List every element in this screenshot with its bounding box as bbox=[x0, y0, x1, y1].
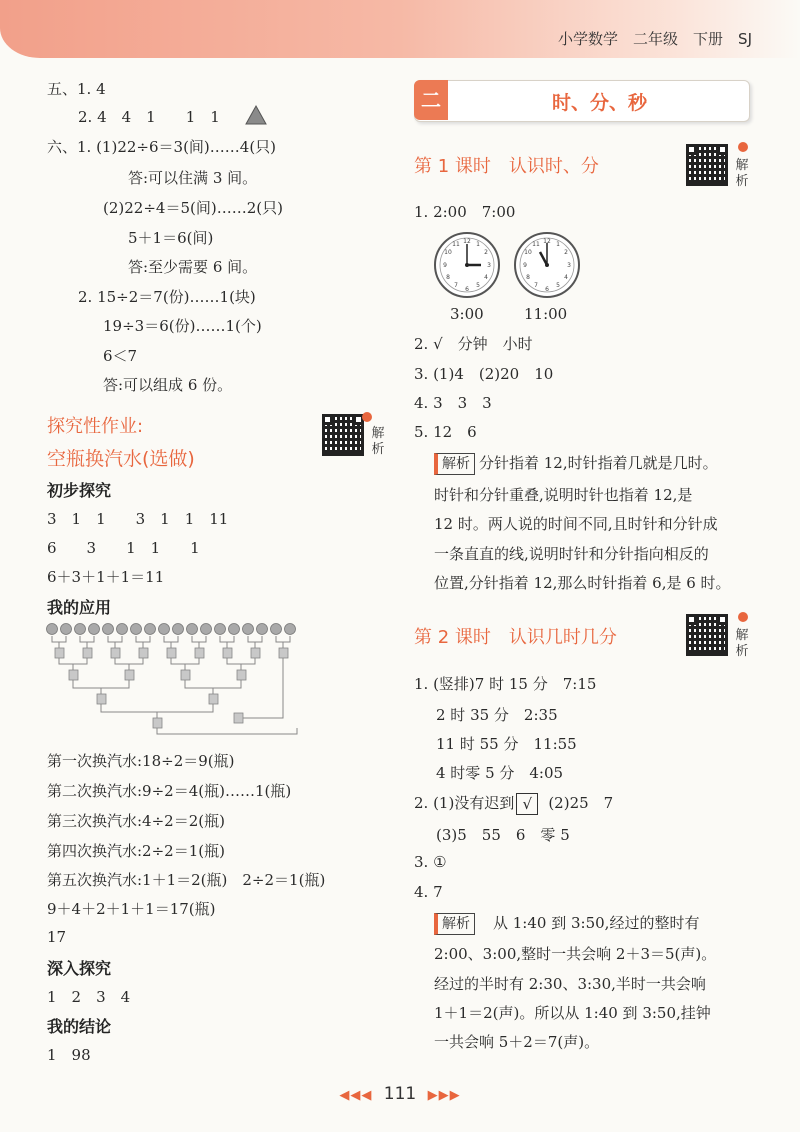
svg-text:5: 5 bbox=[476, 282, 480, 289]
svg-text:9: 9 bbox=[523, 262, 527, 269]
explore-subtitle: 空瓶换汽水(选做) bbox=[47, 448, 195, 470]
section-title: 我的结论 bbox=[47, 1017, 112, 1036]
svg-text:8: 8 bbox=[526, 274, 530, 281]
analysis-tag: 解析 bbox=[434, 913, 475, 935]
svg-text:3: 3 bbox=[567, 262, 571, 269]
answer-line: 11 时 55 分 11:55 bbox=[436, 735, 577, 753]
answer-line: 4. 7 bbox=[414, 883, 443, 901]
answer-line: 答:可以住满 3 间。 bbox=[128, 169, 258, 187]
triangle-icon bbox=[244, 104, 268, 126]
next-arrows-icon: ▶▶▶ bbox=[427, 1088, 461, 1103]
analysis-line: 解析 分针指着 12,时针指着几就是几时。 bbox=[434, 452, 718, 475]
svg-text:6: 6 bbox=[465, 286, 469, 293]
lesson-title: 第 2 课时 认识几时几分 bbox=[414, 627, 617, 648]
answer-line: 9＋4＋2＋1＋1＝17(瓶) bbox=[47, 900, 216, 918]
analysis-tag: 解析 bbox=[434, 453, 475, 475]
answer-line: 4 时零 5 分 4:05 bbox=[436, 764, 564, 782]
analysis-line: 1＋1＝2(声)。所以从 1:40 到 3:50,挂钟 bbox=[434, 1004, 711, 1022]
answer-line: 6＋3＋1＋1＝11 bbox=[47, 568, 165, 586]
answer-line: 第四次换汽水:2÷2＝1(瓶) bbox=[47, 842, 225, 860]
analysis-line: 位置,分针指着 12,那么时针指着 6,是 6 时。 bbox=[434, 574, 731, 592]
play-icon bbox=[362, 412, 372, 422]
qr-label: 解析 bbox=[735, 628, 749, 659]
answer-line: 第三次换汽水:4÷2＝2(瓶) bbox=[47, 812, 225, 830]
svg-text:4: 4 bbox=[564, 274, 568, 281]
page-number: ◀◀◀ 111 ▶▶▶ bbox=[339, 1084, 461, 1104]
qr-code-icon[interactable] bbox=[322, 414, 364, 456]
clock-label: 11:00 bbox=[524, 305, 568, 323]
answer-line: 19÷3＝6(份)……1(个) bbox=[103, 317, 262, 335]
answer-line: 答:至少需要 6 间。 bbox=[128, 258, 258, 276]
answer-line: 3. ① bbox=[414, 853, 447, 871]
answer-line: 六、1. (1)22÷6＝3(间)……4(只) bbox=[47, 138, 277, 156]
answer-line: 4. 3 3 3 bbox=[414, 394, 492, 412]
answer-line: 2. (1)没有迟到 √ (2)25 7 bbox=[414, 794, 614, 813]
answer-line: 第二次换汽水:9÷2＝4(瓶)……1(瓶) bbox=[47, 782, 292, 800]
svg-text:6: 6 bbox=[545, 286, 549, 293]
check-box: √ bbox=[516, 793, 538, 815]
svg-text:7: 7 bbox=[454, 282, 458, 289]
analysis-line: 经过的半时有 2:30、3:30,半时一共会响 bbox=[434, 975, 706, 993]
svg-text:11: 11 bbox=[532, 241, 540, 248]
answer-line: (2)22÷4＝5(间)……2(只) bbox=[103, 199, 283, 217]
answer-line: (3)5 55 6 零 5 bbox=[436, 826, 570, 844]
svg-text:10: 10 bbox=[524, 249, 532, 256]
svg-text:11: 11 bbox=[452, 241, 460, 248]
answer-line: 第五次换汽水:1＋1＝2(瓶) 2÷2＝1(瓶) bbox=[47, 871, 326, 889]
svg-text:12: 12 bbox=[463, 238, 471, 245]
bottle-exchange-diagram bbox=[44, 620, 304, 735]
clock-pair bbox=[432, 230, 582, 300]
analysis-line: 一共会响 5＋2＝7(声)。 bbox=[434, 1033, 600, 1051]
analysis-line: 12 时。两人说的时间不同,且时针和分针成 bbox=[434, 515, 718, 533]
play-icon bbox=[738, 142, 748, 152]
answer-line: 五、1. 4 bbox=[47, 80, 106, 98]
answer-line: 1 2 3 4 bbox=[47, 988, 131, 1006]
svg-text:1: 1 bbox=[556, 241, 560, 248]
svg-text:7: 7 bbox=[534, 282, 538, 289]
answer-line: 17 bbox=[47, 928, 67, 946]
qr-label: 解析 bbox=[735, 158, 749, 189]
svg-text:10: 10 bbox=[444, 249, 452, 256]
explore-title: 探究性作业: bbox=[47, 416, 144, 437]
svg-text:2: 2 bbox=[484, 249, 488, 256]
answer-line: 2. 15÷2＝7(份)……1(块) bbox=[78, 288, 256, 306]
svg-text:3: 3 bbox=[487, 262, 491, 269]
svg-text:2: 2 bbox=[564, 249, 568, 256]
answer-line: 2 时 35 分 2:35 bbox=[436, 706, 558, 724]
clock-icon bbox=[515, 233, 579, 297]
answer-line: 6＜7 bbox=[103, 347, 138, 365]
play-icon bbox=[738, 612, 748, 622]
answer-line: 3 1 1 3 1 1 11 bbox=[47, 510, 229, 528]
answer-line: 2. √ 分钟 小时 bbox=[414, 335, 533, 353]
header-text: 小学数学 二年级 下册 SJ bbox=[558, 30, 752, 48]
analysis-line: 一条直直的线,说明时针和分针指向相反的 bbox=[434, 545, 709, 563]
analysis-line: 解析 从 1:40 到 3:50,经过的整时有 bbox=[434, 912, 699, 935]
answer-line: 第一次换汽水:18÷2＝9(瓶) bbox=[47, 752, 235, 770]
answer-line: 答:可以组成 6 份。 bbox=[103, 376, 233, 394]
lesson-title: 第 1 课时 认识时、分 bbox=[414, 156, 599, 177]
answer-line: 2. 4 4 1 1 1 bbox=[78, 108, 220, 126]
svg-text:12: 12 bbox=[543, 238, 551, 245]
qr-code-icon[interactable] bbox=[686, 614, 728, 656]
analysis-line: 2:00、3:00,整时一共会响 2＋3＝5(声)。 bbox=[434, 945, 717, 963]
clock-icon bbox=[435, 233, 499, 297]
clock-label: 3:00 bbox=[450, 305, 484, 323]
svg-text:4: 4 bbox=[484, 274, 488, 281]
answer-line: 1. 2:00 7:00 bbox=[414, 203, 516, 221]
section-title: 我的应用 bbox=[47, 598, 112, 617]
answer-line: 1 98 bbox=[47, 1046, 91, 1064]
svg-text:8: 8 bbox=[446, 274, 450, 281]
unit-number: 二 bbox=[414, 80, 448, 120]
answer-line: 1. (竖排)7 时 15 分 7:15 bbox=[414, 675, 597, 693]
unit-title: 时、分、秒 bbox=[552, 92, 648, 114]
answer-line: 5. 12 6 bbox=[414, 423, 477, 441]
section-title: 初步探究 bbox=[47, 481, 112, 500]
answer-line: 5＋1＝6(间) bbox=[128, 229, 214, 247]
prev-arrows-icon: ◀◀◀ bbox=[339, 1088, 373, 1103]
answer-line: 3. (1)4 (2)20 10 bbox=[414, 365, 554, 383]
svg-text:1: 1 bbox=[476, 241, 480, 248]
qr-label: 解析 bbox=[371, 426, 385, 457]
analysis-line: 时针和分针重叠,说明时针也指着 12,是 bbox=[434, 486, 693, 504]
section-title: 深入探究 bbox=[47, 959, 112, 978]
svg-text:5: 5 bbox=[556, 282, 560, 289]
qr-code-icon[interactable] bbox=[686, 144, 728, 186]
svg-text:9: 9 bbox=[443, 262, 447, 269]
answer-line: 6 3 1 1 1 bbox=[47, 539, 200, 557]
